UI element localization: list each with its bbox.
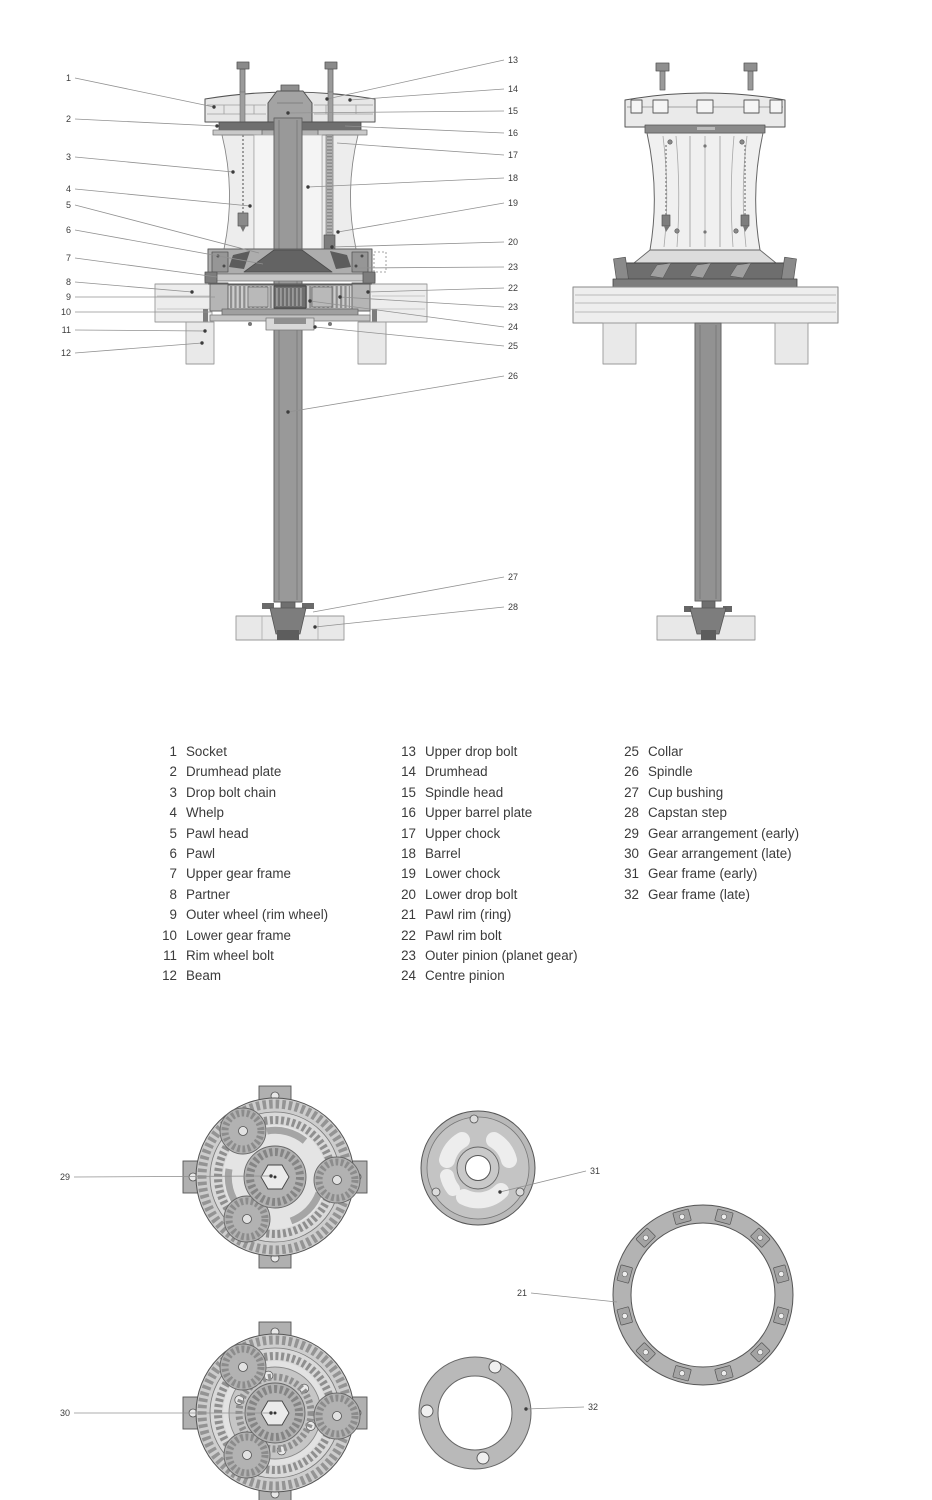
- leader-dot-15: [286, 111, 289, 114]
- legend-item-number: 14: [401, 764, 416, 780]
- leader-line-4: [75, 189, 250, 206]
- leader-dot-25: [313, 325, 316, 328]
- leader-dot-13: [325, 97, 328, 100]
- legend-item-label: Upper barrel plate: [425, 805, 533, 821]
- legend-item-number: 11: [163, 948, 177, 964]
- leader-dot-2: [215, 124, 218, 127]
- legend-item-5: [151, 824, 328, 844]
- legend-item-label: Centre pinion: [425, 968, 505, 984]
- legend-item-23: [390, 946, 578, 966]
- legend-item-number: 22: [401, 927, 416, 943]
- gear-arrangement-late-view: [183, 1322, 367, 1500]
- leader-line-26: [288, 376, 504, 412]
- legend-item-number: 31: [624, 866, 639, 882]
- legend-item-label: Gear arrangement (early): [648, 825, 800, 841]
- legend-item-label: Gear frame (early): [648, 866, 758, 882]
- callout-20: 20: [508, 237, 519, 247]
- legend-item-number: 3: [169, 784, 177, 800]
- leader-line-27: [313, 577, 504, 612]
- leader-line-7: [75, 258, 217, 277]
- legend-item-label: Whelp: [186, 805, 224, 821]
- spindle-section: [274, 118, 302, 602]
- legend-item-label: Upper gear frame: [186, 866, 291, 882]
- leader-dot-31: [498, 1190, 501, 1193]
- legend-item-label: Upper chock: [425, 825, 501, 841]
- gear-frame-early-view: [421, 1111, 535, 1225]
- legend-item-label: Drumhead plate: [186, 764, 282, 780]
- callout-4: 4: [65, 184, 71, 194]
- legend-item-label: Outer pinion (planet gear): [425, 948, 578, 964]
- legend-item-label: Gear arrangement (late): [648, 846, 792, 862]
- gear-arrangement-early-view: [183, 1086, 367, 1268]
- leader-dot-29: [269, 1174, 272, 1177]
- legend-item-3: [151, 783, 328, 803]
- legend-item-12: [151, 966, 328, 986]
- leader-line-11: [75, 330, 205, 331]
- callout-16: 16: [508, 128, 519, 138]
- legend-item-21: [390, 905, 578, 925]
- legend-item-4: [151, 803, 328, 823]
- leader-line-23: [352, 267, 504, 268]
- legend-item-29: [613, 824, 799, 844]
- legend-column-2: [390, 742, 578, 987]
- legend-item-label: Barrel: [425, 846, 461, 862]
- callout-26: 26: [508, 371, 519, 381]
- legend-item-label: Drop bolt chain: [186, 784, 277, 800]
- callout-30: 30: [59, 1408, 70, 1418]
- centre-pinion-early: [244, 1146, 306, 1208]
- leader-line-21: [531, 1293, 617, 1302]
- legend-item-7: [151, 864, 328, 884]
- elevation-drumhead: [625, 93, 785, 133]
- callout-14: 14: [508, 84, 519, 94]
- legend-item-label: Spindle: [648, 764, 693, 780]
- leader-dot-20: [330, 245, 333, 248]
- legend-item-16: [390, 803, 578, 823]
- legend-item-30: [613, 844, 799, 864]
- legend-item-17: [390, 824, 578, 844]
- legend-item-10: [151, 926, 328, 946]
- legend-item-label: Socket: [186, 744, 227, 759]
- legend-item-number: 1: [169, 744, 177, 759]
- elevation-drop-bolts: [656, 63, 757, 90]
- elevation-spindle: [695, 323, 721, 601]
- callout-11: 11: [61, 325, 71, 335]
- legend-item-number: 8: [169, 886, 177, 902]
- legend-item-20: [390, 885, 578, 905]
- legend-item-number: 20: [401, 886, 416, 902]
- leader-dot-3: [231, 170, 234, 173]
- rim-wheel-gear-assembly: [208, 283, 372, 311]
- pawl-rim-view: [613, 1205, 793, 1385]
- callout-5: 5: [65, 200, 71, 210]
- legend-item-number: 26: [624, 764, 639, 780]
- legend-item-19: [390, 864, 578, 884]
- callout-24: 24: [508, 322, 519, 332]
- leader-dot-18: [306, 185, 309, 188]
- elevation-pawl-band: [613, 250, 797, 287]
- leader-line-1: [75, 78, 214, 107]
- legend-item-number: 27: [624, 784, 639, 800]
- legend-item-number: 16: [401, 805, 416, 821]
- legend-item-number: 2: [169, 764, 177, 780]
- legend-item-26: [613, 762, 799, 782]
- legend-item-label: Lower drop bolt: [425, 886, 518, 902]
- legend-item-31: [613, 864, 799, 884]
- legend-item-number: 21: [401, 907, 416, 923]
- leader-dot-22: [366, 290, 369, 293]
- leader-dot-14: [348, 98, 351, 101]
- callout-32: 32: [588, 1402, 599, 1412]
- leader-line-20: [332, 242, 504, 247]
- legend-item-32: [613, 885, 799, 905]
- callout-15: 15: [508, 106, 519, 116]
- callout-21: 21: [516, 1288, 527, 1298]
- legend-item-label: Pawl rim bolt: [425, 927, 502, 943]
- legend-item-label: Collar: [648, 744, 683, 759]
- gear-frame-late-view: [419, 1357, 531, 1469]
- legend-item-label: Beam: [186, 968, 221, 984]
- legend-item-label: Drumhead: [425, 764, 488, 780]
- legend-item-label: Lower gear frame: [186, 927, 291, 943]
- legend-item-24: [390, 966, 578, 986]
- callout-12: 12: [60, 348, 71, 358]
- callout-28: 28: [508, 602, 519, 612]
- legend-column-1: [151, 742, 328, 987]
- legend-item-label: Upper drop bolt: [425, 744, 518, 759]
- legend-item-number: 19: [401, 866, 416, 882]
- leader-dot-8: [190, 290, 193, 293]
- legend-item-number: 29: [624, 825, 639, 841]
- callout-7: 7: [65, 253, 71, 263]
- leader-line-14: [350, 89, 504, 100]
- leader-line-12: [75, 343, 202, 353]
- legend-item-8: [151, 885, 328, 905]
- leader-dot-12: [200, 341, 203, 344]
- legend-item-number: 25: [624, 744, 639, 759]
- legend-item-number: 13: [401, 744, 416, 759]
- legend-item-label: Cup bushing: [648, 784, 724, 800]
- callout-8: 8: [65, 277, 71, 287]
- legend-item-number: 5: [169, 825, 177, 841]
- elevation-step: [657, 601, 755, 640]
- legend-item-label: Outer wheel (rim wheel): [186, 907, 329, 923]
- callout-22: 22: [508, 283, 519, 293]
- legend-item-number: 18: [401, 846, 416, 862]
- legend-item-label: Pawl head: [186, 825, 249, 841]
- legend-item-22: [390, 926, 578, 946]
- legend-item-number: 23: [401, 948, 416, 964]
- legend-item-label: Gear frame (late): [648, 886, 750, 902]
- legend-item-number: 32: [624, 886, 639, 902]
- legend-item-15: [390, 783, 578, 803]
- callout-25: 25: [508, 341, 519, 351]
- legend-item-label: Spindle head: [425, 784, 504, 800]
- legend-item-13: [390, 742, 578, 762]
- callout-9: 9: [65, 292, 71, 302]
- legend-item-11: [151, 946, 328, 966]
- leader-line-17: [337, 143, 504, 155]
- leader-line-16: [345, 126, 504, 133]
- leader-dot-30: [269, 1411, 272, 1414]
- callout-10: 10: [60, 307, 71, 317]
- legend-item-number: 17: [401, 825, 416, 841]
- legend-item-label: Partner: [186, 886, 230, 902]
- leader-dot-26: [286, 410, 289, 413]
- leader-line-32: [526, 1407, 584, 1409]
- legend-item-25: [613, 742, 799, 762]
- legend-item-number: 30: [624, 846, 639, 862]
- callout-6: 6: [65, 225, 71, 235]
- callout-29: 29: [59, 1172, 70, 1182]
- legend-item-label: Capstan step: [648, 805, 727, 821]
- legend-item-label: Pawl: [186, 846, 216, 862]
- legend-item-number: 24: [401, 968, 416, 984]
- legend-item-label: Pawl rim (ring): [425, 907, 512, 923]
- legend-item-9: [151, 905, 328, 925]
- callout-18: 18: [508, 173, 519, 183]
- legend-item-1: [151, 742, 328, 762]
- callout-13: 13: [508, 55, 519, 65]
- legend-item-label: Rim wheel bolt: [186, 948, 274, 964]
- callout-19: 19: [508, 198, 519, 208]
- legend-item-number: 9: [169, 907, 177, 923]
- legend-item-number: 28: [624, 805, 639, 821]
- callout-23: 23: [508, 262, 519, 272]
- legend-item-number: 15: [401, 784, 416, 800]
- leader-dot-24: [308, 299, 311, 302]
- leader-line-25: [315, 327, 504, 346]
- section-view: [155, 62, 427, 640]
- legend-item-18: [390, 844, 578, 864]
- elevation-barrel: [647, 133, 763, 250]
- legend-item-number: 6: [169, 846, 177, 862]
- collar: [266, 318, 314, 330]
- leader-dot-28: [313, 625, 316, 628]
- callout-3: 3: [65, 152, 71, 162]
- legend-item-number: 7: [169, 866, 177, 882]
- legend-item-27: [613, 783, 799, 803]
- leader-dot-19: [336, 230, 339, 233]
- callout-2: 2: [65, 114, 71, 124]
- callout-31: 31: [590, 1166, 601, 1176]
- leader-dot-23: [338, 295, 341, 298]
- leader-dot-32: [524, 1407, 527, 1410]
- callout-1: 1: [65, 73, 71, 83]
- legend-item-14: [390, 762, 578, 782]
- callout-27: 27: [508, 572, 519, 582]
- leader-line-19: [338, 203, 504, 232]
- leader-dot-4: [248, 204, 251, 207]
- leader-line-2: [75, 119, 217, 126]
- legend-item-number: 10: [162, 927, 177, 943]
- elevation-view: [573, 63, 838, 640]
- leader-line-13: [327, 60, 504, 99]
- capstan-step-section: [236, 602, 344, 640]
- legend-item-6: [151, 844, 328, 864]
- callout-17: 17: [508, 150, 519, 160]
- callout-23: 23: [508, 302, 519, 312]
- legend-item-number: 12: [162, 968, 177, 984]
- legend-item-label: Lower chock: [425, 866, 501, 882]
- legend-item-28: [613, 803, 799, 823]
- leader-dot-11: [203, 329, 206, 332]
- leader-line-3: [75, 157, 233, 172]
- leader-dot-1: [212, 105, 215, 108]
- upper-gear-frame: [208, 249, 386, 274]
- legend-item-number: 4: [169, 805, 177, 821]
- gear-frame-plate: [205, 272, 375, 283]
- elevation-deck: [573, 287, 838, 323]
- spindle-head: [268, 85, 312, 122]
- legend-item-2: [151, 762, 328, 782]
- legend-column-3: [613, 742, 799, 905]
